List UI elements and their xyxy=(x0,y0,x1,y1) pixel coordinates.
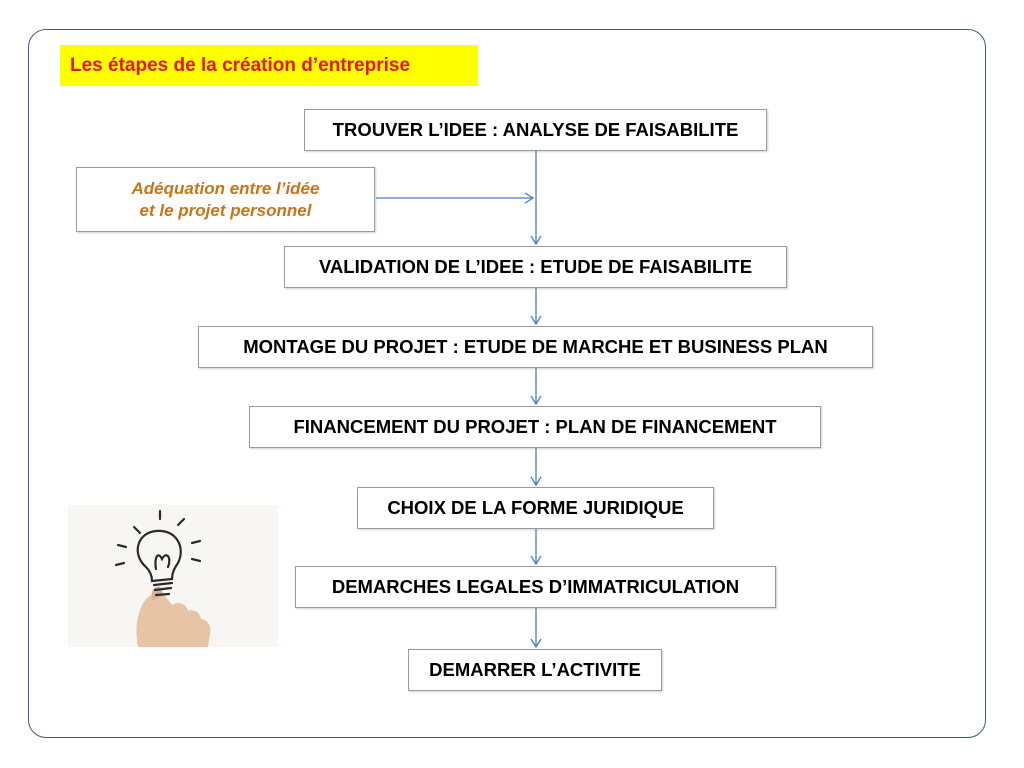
lightbulb-image xyxy=(68,505,278,647)
slide-title: Les étapes de la création d’entreprise xyxy=(60,45,478,86)
step-find-idea: TROUVER L’IDEE : ANALYSE DE FAISABILITE xyxy=(304,109,767,151)
step-legal-form: CHOIX DE LA FORME JURIDIQUE xyxy=(357,487,714,529)
step-start-activity: DEMARRER L’ACTIVITE xyxy=(408,649,662,691)
side-note-line-1: Adéquation entre l’idée xyxy=(131,178,320,198)
step-validation: VALIDATION DE L’IDEE : ETUDE DE FAISABILITE xyxy=(284,246,787,288)
step-registration: DEMARCHES LEGALES D’IMMATRICULATION xyxy=(295,566,776,608)
step-financing: FINANCEMENT DU PROJET : PLAN DE FINANCEMENT xyxy=(249,406,821,448)
step-project-setup: MONTAGE DU PROJET : ETUDE DE MARCHE ET BUSINESS PLAN xyxy=(198,326,873,368)
side-note-line-2: et le projet personnel xyxy=(139,200,312,220)
